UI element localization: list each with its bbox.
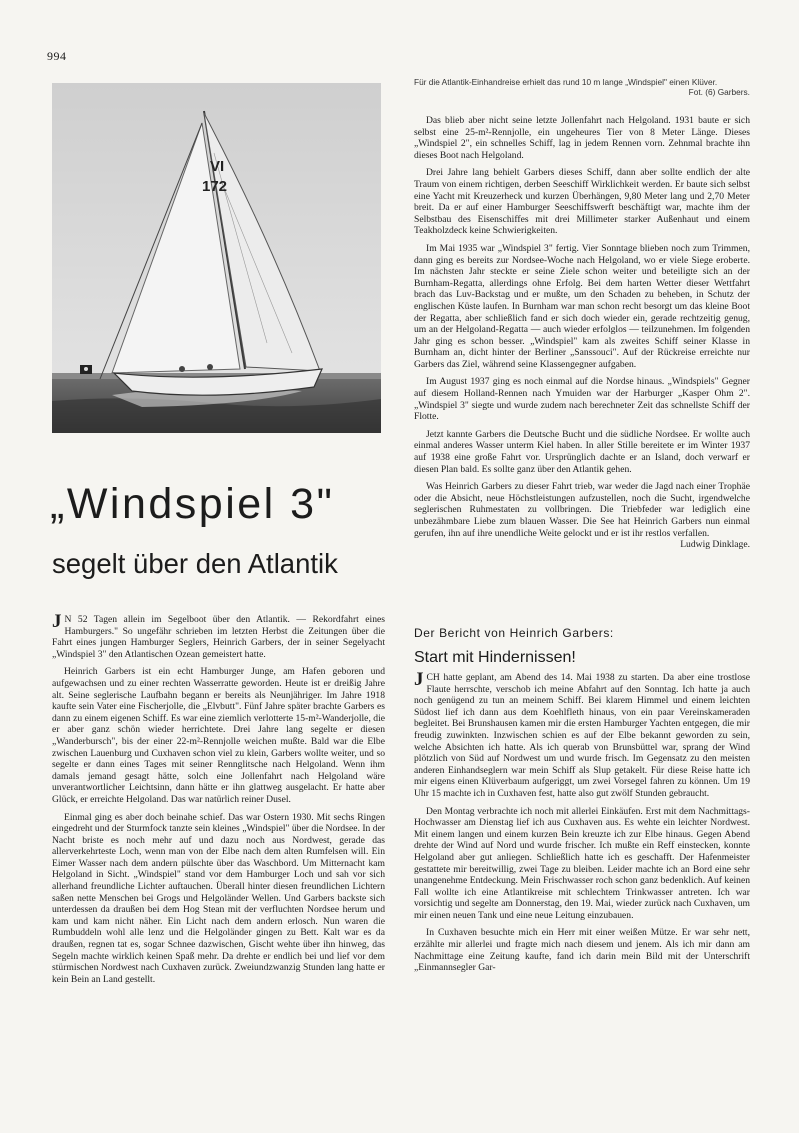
article-subtitle: segelt über den Atlantik: [52, 548, 338, 579]
report-kicker: Der Bericht von Heinrich Garbers:: [414, 626, 614, 640]
svg-text:172: 172: [202, 178, 228, 195]
right-column-top: [414, 115, 750, 551]
paragraph: Im Mai 1935 war „Windspiel 3" fertig. Vier Sonntage blieben noch zum Trimmen, dann ging es bereits zur Nordsee-Woche nach Helgoland, wo er viele Siege eroberte. Im nächsten Jahr steckte er seine Ziele schon weiter und beteiligte sich an der Burnham-Regatta, allerdings ohne Erfolg. Bei dem harten Wetter dieser Wettfahrt brach das Luv-Backstag und er mußte, um den Schaden zu beheben, in Schutz der englischen Küste laufen. In Burnham war man schon recht besorgt um das kleine Boot der Regatta, aber schließlich fand er sich doch wieder ein, gerade rechtzeitig genug, um an der Helgoland-Regatta — auch wieder erfolglos — teilzunehmen. Im folgenden Jahr ging es schon besser. „Windspiel" kam als zweites Schiff seiner Klasse in Burnham an, dicht hinter der Berliner „Sanssouci". Auf der Rückreise erreichte nur Garbers das Ziel, während seine Klassengegner aufgaben.: [414, 242, 750, 370]
report-headline: Start mit Hindernissen!: [414, 649, 576, 666]
paragraph: Das blieb aber nicht seine letzte Jollenfahrt nach Helgoland. 1931 baute er sich selbst eine 25-m²-Rennjolle, ein ungeheures Tier von 8 Meter Länge. Dieses „Windspiel 2", ein schnelles Schiff, lag in jedem Rennen vorn. Zehnmal brachte ihn dieses Boot nach Helgoland.: [414, 115, 750, 161]
caption-text: Für die Atlantik-Einhandreise erhielt das rund 10 m lange „Windspiel" einen Klüver.: [414, 77, 718, 87]
paragraph: Im August 1937 ging es noch einmal auf die Nordse hinaus. „Windspiels" Gegner auf diesem Holland-Rennen nach Ymuiden war der Harburger „Kasper Ohm 2". „Windspiel 3" siegte und wurde zudem nach berechneter Zeit das schnellste Schiff der Flotte.: [414, 376, 750, 423]
dropcap: J: [52, 611, 62, 632]
photo-credit: Fot. (6) Garbers.: [688, 87, 750, 97]
paragraph: In Cuxhaven besuchte mich ein Herr mit einer weißen Mütze. Er war sehr nett, erzählte mir allerlei und fragte mich nach diesem und jenem. Als ich mir dann am Nachmittage eine Zeitung kaufte, fand ich darin mein Bild mit der Unterschrift „Einmannsegler Gar-: [414, 927, 750, 974]
report-column: [414, 669, 750, 980]
paragraph: Den Montag verbrachte ich noch mit allerlei Einkäufen. Erst mit dem Nachmittags-Hochwasser am Dienstag lief ich aus Cuxhaven aus. Es wehte ein leichter Nordwest. Mit einem langen und einem kurzen Bein kreuzte ich zur Elbe hinaus. Gegen Abend drehte der Wind auf Nord und wurde frischer. Ich mußte ein Reff einstecken, konnte Helgoland aber gut anliegen. Schließlich hatte ich es geschafft. Der Hafenmeister gestattete mir bereitwillig, zwei Tage zu bleiben. Leider machte ich an Bord eine sehr unangenehme Entdeckung. Mein Frischwasser roch schon ganz bedenklich. Auf keinen Fall wollte ich eine Atlantikreise mit schlechtem Trinkwasser antreten. Ich war vorsichtig und segelte am Donnerstag, den 19. Mai, wieder zurück nach Cuxhaven, um mir einen neuen Tank und eine neue Leitung einzubauen.: [414, 805, 750, 921]
paragraph: Jetzt kannte Garbers die Deutsche Bucht und die südliche Nordsee. Er wollte auch einmal anderes Wasser unterm Kiel haben. In aller Stille bereitete er im Winter 1937 auf 1938 eine große Fahrt vor. Ursprünglich dachte er an Island, doch verwarf er diesen Plan bald. Es sollte ganz über den Atlantik gehen.: [414, 428, 750, 475]
intro-paragraph: J N 52 Tagen allein im Segelboot über den Atlantik. — Rekordfahrt eines Hamburgers." So ungefähr schrieben im letzten Herbst die Zeitungen über die Fahrt eines jungen Hamburger Seglers, Heinrich Garbers, der in seiner Segelyacht „Windspiel 3" den Atlantischen Ozean gemeistert hatte.: [52, 611, 385, 660]
article-title: „Windspiel 3": [50, 480, 335, 528]
sail-number: VI: [210, 158, 225, 175]
page-number: 994: [47, 49, 67, 63]
paragraph: Was Heinrich Garbers zu dieser Fahrt trieb, war weder die Jagd nach einer Trophäe oder die Absicht, neue Höchstleistungen aufzustellen, noch die Sucht, irgendwelche seglerischen Ruhmestaten zu vollbringen. Die Triebfeder war lediglich eine unbezähmbare Liebe zum blauen Wasser. Die See hat Heinrich Garbers nun einmal gerufen, ihn auf ihre unendliche Weite gelockt und er ist ihr restlos verfallen.: [414, 481, 750, 539]
left-column: [52, 611, 385, 991]
sailboat-illustration: [52, 83, 381, 433]
paragraph: Heinrich Garbers ist ein echt Hamburger Junge, am Hafen geboren und aufgewachsen und zu einer rechten Wasserratte geworden. Heute ist er dreißig Jahre alt. Seine seglerische Laufbahn begann er bereits als Neunjähriger. Im Jahre 1918 kaufte sein Vater eine Fischerjolle, die „Elvbutt". Fünf Jahre später brachte Garbers es dann zu einem eigenen Schiff. Es war eine ziemlich verlotterte 15-m²-Wanderjolle, die er aber ganz schön wieder herrichtete. Drei Jahre lang segelte er diesen „Wanderbursch", bis der einer 22-m²-Rennjolle weichen mußte. Bald war die Elbe zwischen Lauenburg und Cuxhaven schon viel zu klein, Garbers wollte weiter, und so segelte er dann eines Tages mit seiner Rennglitsche nach Helgoland. Wenn ihm damals jemand gesagt hätte, solch eine Jollenfahrt nach Helgoland wäre unverantwortlicher Leichtsinn, dann hätte er ihn glattweg ausgelacht. Er hatte aber Glück, er erreichte Helgoland. Das war natürlich reiner Dusel.: [52, 666, 385, 805]
report-intro-paragraph: JCH hatte geplant, am Abend des 14. Mai 1938 zu starten. Da aber eine trostlose Flaute herrschte, verschob ich meine Abfahrt auf den Sonntag. Ich hatte ja auch noch genügend zu tun an meinem Schiff. Bei klarem Himmel und einem leichten Südost lief ich dann aus dem Koehlfleth hinaus, von ein paar Vereinskameraden begleitet. Bei Brunshausen kamen mir die ersten Hamburger Yachten entgegen, die mir freudig zuwinkten. Inzwischen schien es auf der Elbe bekannt geworden zu sein, welche Absichten ich hatte. Als ich querab von Brunsbüttel war, sprang der Wind plötzlich von Süd auf Nordwest um und wurde frisch. Im Gegensatz zu den meisten anderen Einhandseglern war mein Schiff als Slup getakelt. Für diese Reise hatte ich mir eigens einen Klüverbaum aufgeriggt, um zwei Vorsegel fahren zu können. Um 19 Uhr 15 machte ich in Cuxhaven fest, hatte also gut zwölf Stunden gebraucht.: [414, 669, 750, 799]
sailboat-photo: [52, 83, 381, 433]
photo-caption: [414, 77, 750, 97]
author-signature: Ludwig Dinklage.: [680, 539, 750, 551]
paragraph: Einmal ging es aber doch beinahe schief. Das war Ostern 1930. Mit sechs Ringen eingedreht und der Sturmfock tanzte sein kleines „Windspiel" über die Nordsee. In der Nacht briste es noch mehr auf und dazu noch aus Nordwest, gerade das allerverkehrteste Loch, wenn man von der Elbe nach dem alten Rumfelsen will. Ein Eimer Wasser nach dem andern pülschte über das Waschbord. Um Mitternacht kam Helgoland in Sicht. „Windspiel" stand vor dem Hamburger Loch und sah vor sich allerhand freundliche Lichter auftauchen. Überall hinter diesen freundlichen Lichtern saßen nette Menschen bei Grogs und Helgoländer Wellen. Und Garbers backste sich unterdessen da draußen bei dem Hog Stean mit der verfluchten Nordsee herum und kam und kam nicht näher. Ein Licht nach dem andern erlosch. Nun waren die Rumbuddeln wohl alle lenz und die Helgoländer gingen zu Bett. Kalt war es da draußen, regnen tat es, sogar Schnee dazwischen, Gischt wehte über ihn hinweg, das Segeln machte wirklich keinen Spaß mehr. Da drehte er endlich bei und lief vor dem stürmischen Nordwest nach Cuxhaven zurück. Zweiundzwanzig Stunden lang hatte er kein Bein an Land gestellt.: [52, 811, 385, 985]
paragraph: Drei Jahre lang behielt Garbers dieses Schiff, dann aber sollte endlich der alte Traum von einem richtigen, derben Seeschiff Wirklichkeit werden. Er baute sich selbst eine Yacht mit Kreuzerheck und kurzen Überhängen, 9,80 Meter lang und 2,70 Meter breit. Da er auf einer Hamburger Seeschiffswerft beschäftigt war, machte ihm der Selbstbau des Eisenschiffes mit drei Millimeter starker Außenhaut und einem Teakholzdeck keine Schwierigkeiten.: [414, 167, 750, 237]
dropcap: J: [414, 669, 424, 690]
